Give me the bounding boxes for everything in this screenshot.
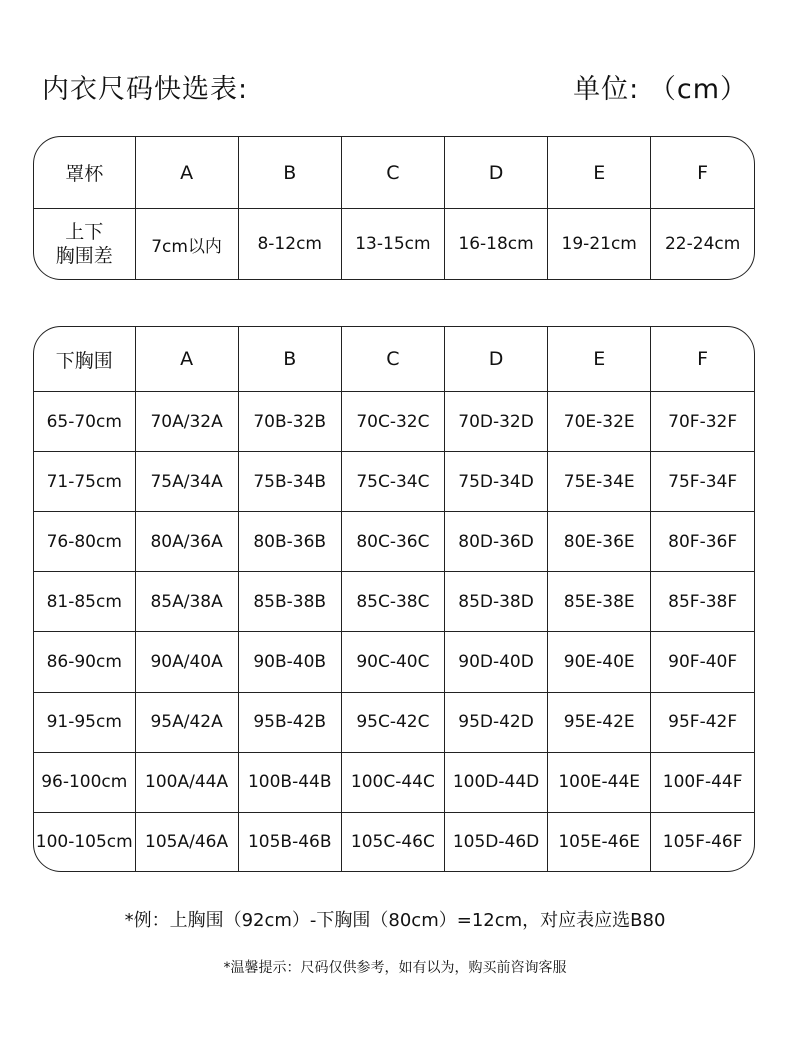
size-cell: 100E-44E	[548, 752, 651, 812]
tip-note: *温馨提示：尺码仅供参考，如有以为，购买前咨询客服	[223, 960, 567, 976]
size-cell: 70E-32E	[548, 392, 651, 452]
underbust-range-cell: 76-80cm	[34, 512, 135, 572]
unit-label: 单位: （cm）	[573, 73, 748, 105]
size-cell: 100A/44A	[135, 752, 238, 812]
size-cell: 85B-38B	[238, 572, 341, 632]
size-cell: 105D-46D	[444, 812, 547, 871]
size-row	[34, 752, 754, 812]
size-cell: 95E-42E	[548, 692, 651, 752]
cup-header-cell: D	[444, 137, 547, 209]
underbust-range-cell: 100-105cm	[34, 812, 135, 871]
size-header-cell: A	[135, 327, 238, 392]
page-header	[42, 66, 748, 106]
size-cell: 90C-40C	[341, 632, 444, 692]
size-cell: 80F-36F	[651, 512, 754, 572]
bust-difference-cell: 13-15cm	[341, 209, 444, 280]
bust-difference-label-line1: 上下	[65, 221, 104, 243]
page-title: 内衣尺码快选表:	[42, 73, 249, 105]
size-cell: 90B-40B	[238, 632, 341, 692]
bust-difference-label	[34, 209, 135, 280]
size-cell: 100F-44F	[651, 752, 754, 812]
size-corner-cell: 下胸围	[34, 327, 135, 392]
underbust-range-cell: 91-95cm	[34, 692, 135, 752]
underbust-range-cell: 81-85cm	[34, 572, 135, 632]
bust-difference-cell: 7cm以内	[135, 209, 238, 280]
size-cell: 70A/32A	[135, 392, 238, 452]
bust-difference-label-line2: 胸围差	[55, 245, 113, 267]
bust-difference-cell: 16-18cm	[444, 209, 547, 280]
size-cell: 105E-46E	[548, 812, 651, 871]
size-header-cell: E	[548, 327, 651, 392]
size-cell: 100D-44D	[444, 752, 547, 812]
size-header-cell: B	[238, 327, 341, 392]
size-cell: 85D-38D	[444, 572, 547, 632]
size-cell: 95F-42F	[651, 692, 754, 752]
bust-difference-row	[34, 209, 754, 280]
size-cell: 90D-40D	[444, 632, 547, 692]
size-row	[34, 692, 754, 752]
size-cell: 85E-38E	[548, 572, 651, 632]
bust-difference-cell: 19-21cm	[548, 209, 651, 280]
size-row	[34, 572, 754, 632]
size-row	[34, 392, 754, 452]
size-cell: 75C-34C	[341, 452, 444, 512]
size-cell: 90F-40F	[651, 632, 754, 692]
size-header-row	[34, 327, 754, 392]
size-cell: 80C-36C	[341, 512, 444, 572]
size-cell: 70F-32F	[651, 392, 754, 452]
size-cell: 85C-38C	[341, 572, 444, 632]
bust-difference-cell: 22-24cm	[664, 234, 741, 254]
cup-corner-cell: 罩杯	[34, 137, 135, 209]
size-cell: 95C-42C	[341, 692, 444, 752]
size-cell: 105C-46C	[341, 812, 444, 871]
size-cell: 100B-44B	[238, 752, 341, 812]
underbust-range-cell: 86-90cm	[34, 632, 135, 692]
cup-header-cell: E	[548, 137, 651, 209]
size-cell: 90E-40E	[548, 632, 651, 692]
underbust-range-cell: 71-75cm	[34, 452, 135, 512]
size-cell: 95B-42B	[238, 692, 341, 752]
underbust-range-cell: 65-70cm	[34, 392, 135, 452]
size-row	[34, 812, 754, 871]
size-row	[34, 512, 754, 572]
size-cell: 95D-42D	[444, 692, 547, 752]
size-cell: 80B-36B	[238, 512, 341, 572]
size-chart-table	[33, 326, 755, 872]
example-note: *例：上胸围（92cm）-下胸围（80cm）=12cm，对应表应选B80	[124, 910, 666, 931]
size-cell: 75E-34E	[548, 452, 651, 512]
size-cell: 70B-32B	[238, 392, 341, 452]
size-cell: 105B-46B	[238, 812, 341, 871]
size-cell: 105A/46A	[135, 812, 238, 871]
size-cell: 75B-34B	[238, 452, 341, 512]
size-cell: 80E-36E	[548, 512, 651, 572]
size-header-cell: D	[444, 327, 547, 392]
size-cell: 90A/40A	[135, 632, 238, 692]
size-cell: 75F-34F	[651, 452, 754, 512]
size-header-cell: F	[651, 327, 754, 392]
cup-header-cell: A	[135, 137, 238, 209]
size-cell: 100C-44C	[341, 752, 444, 812]
size-row	[34, 452, 754, 512]
size-cell: 70C-32C	[341, 392, 444, 452]
bust-difference-cell: 8-12cm	[238, 209, 341, 280]
size-cell: 70D-32D	[444, 392, 547, 452]
underbust-range-cell: 96-100cm	[34, 752, 135, 812]
cup-header-cell: B	[238, 137, 341, 209]
size-row	[34, 632, 754, 692]
size-cell: 85A/38A	[135, 572, 238, 632]
size-header-cell: C	[341, 327, 444, 392]
size-cell: 105F-46F	[662, 831, 743, 852]
size-cell: 80A/36A	[135, 512, 238, 572]
size-cell: 85F-38F	[651, 572, 754, 632]
cup-header-cell: F	[651, 137, 754, 209]
cup-header-row	[34, 137, 754, 209]
size-cell: 95A/42A	[135, 692, 238, 752]
size-cell: 80D-36D	[444, 512, 547, 572]
size-cell: 75A/34A	[135, 452, 238, 512]
cup-difference-table	[33, 136, 755, 280]
cup-header-cell: C	[341, 137, 444, 209]
size-cell: 75D-34D	[444, 452, 547, 512]
